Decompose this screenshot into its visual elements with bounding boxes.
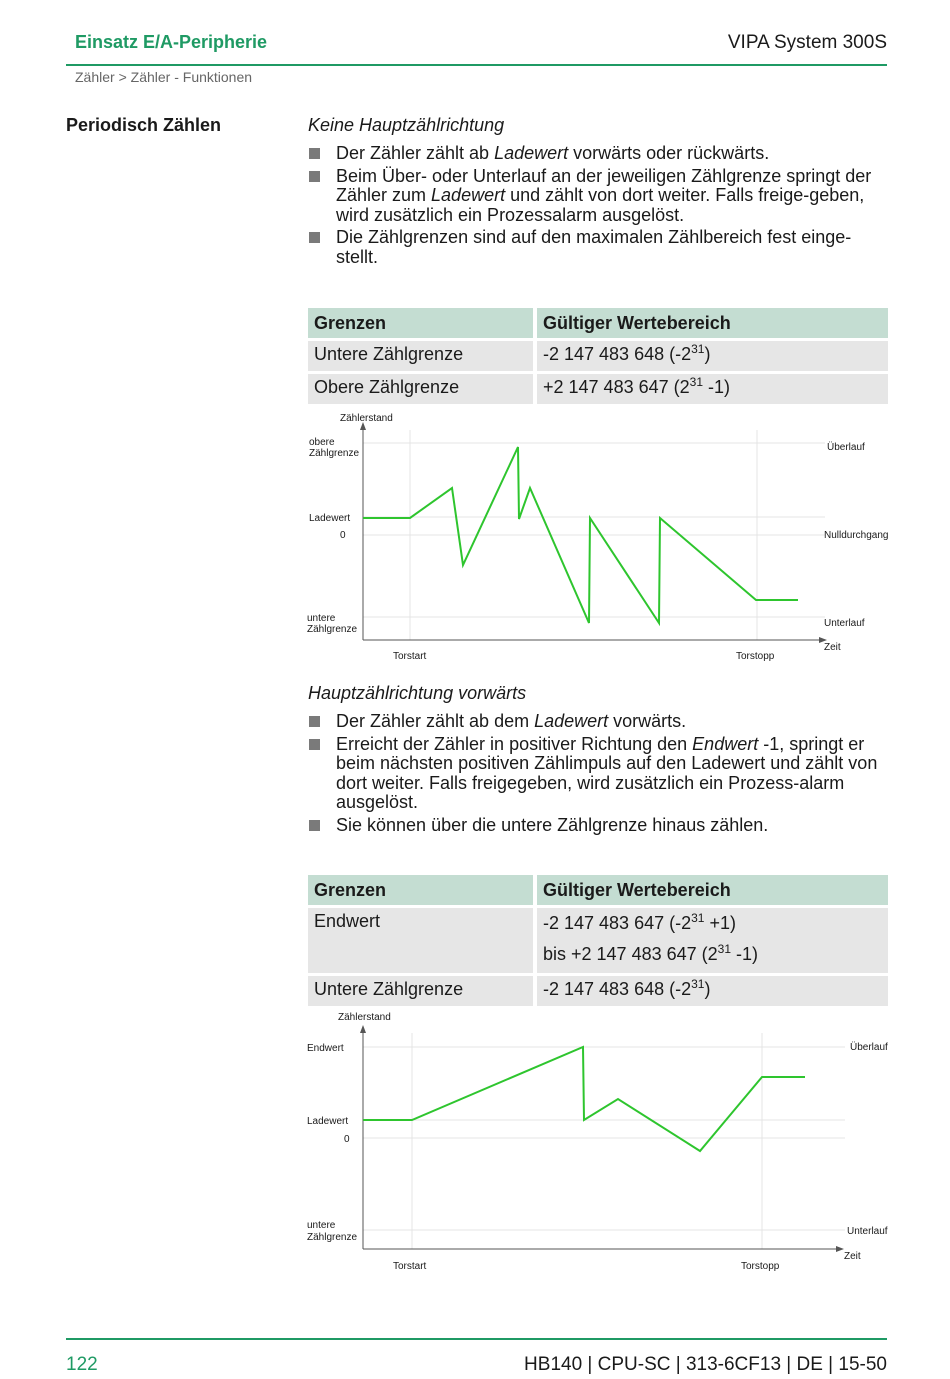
table-header-row — [308, 308, 888, 338]
bullet-square-icon — [309, 716, 320, 727]
section-no-main-direction — [308, 115, 888, 270]
counter-diagram-1 — [300, 405, 900, 670]
zero-label: 0 — [344, 1134, 350, 1145]
counter-diagram-2 — [300, 1005, 900, 1275]
table-row — [308, 374, 888, 404]
load-value-label: Ladewert — [309, 513, 351, 524]
upper-limit-label: obere — [309, 437, 335, 448]
bullet-item: Sie können über die untere Zählgrenze hinaus zählen. — [308, 816, 888, 836]
table-header-cell: Gültiger Wertebereich — [537, 308, 888, 338]
bullet-square-icon — [309, 820, 320, 831]
bullet-list — [308, 144, 888, 267]
x-axis-label: Zeit — [844, 1251, 861, 1262]
document-reference: HB140 | CPU-SC | 313-6CF13 | DE | 15-50 — [524, 1354, 887, 1375]
table-cell: -2 147 483 647 $(-2^{31} +1)$ bis +2 147 483 647 ($2^{31}$ -1) — [537, 908, 888, 973]
table-header-cell: Gültiger Wertebereich — [537, 875, 888, 905]
underflow-label: Unterlauf — [824, 618, 865, 629]
header-section-title: Einsatz E/A-Peripherie — [75, 32, 268, 52]
limits-table-2-wrapper — [308, 872, 888, 1009]
gate-start-label: Torstart — [393, 1261, 427, 1272]
grid — [363, 430, 825, 640]
table-cell: +2 147 483 647 ($2^{31}$ -1) — [537, 374, 888, 404]
table-cell: Untere Zählgrenze — [308, 341, 537, 371]
bullet-list — [308, 712, 888, 835]
overflow-label: Überlauf — [850, 1042, 888, 1053]
table-header-cell: Grenzen — [308, 875, 537, 905]
table-cell: Obere Zählgrenze — [308, 374, 537, 404]
grid — [363, 1033, 845, 1249]
load-value-label: Ladewert — [307, 1116, 349, 1127]
lower-limit-label: Zählgrenze — [307, 1232, 358, 1243]
subsection-title: Keine Hauptzählrichtung — [308, 115, 505, 135]
table-cell: Untere Zählgrenze — [308, 976, 537, 1006]
bullet-square-icon — [309, 739, 320, 750]
lower-limit-label: Zählgrenze — [307, 624, 358, 635]
table-row — [308, 976, 888, 1006]
limits-table-1-wrapper — [308, 305, 888, 407]
bullet-item: Beim Über- oder Unterlauf an der jeweiligen Zählgrenze springt der Zähler zum Ladewert und zählt von dort weiter. Falls freige-geben, wird zusätzlich ein Prozessalarm ausgelöst. — [308, 167, 888, 226]
gate-stop-label: Torstopp — [736, 651, 775, 662]
section-main-direction-forward — [308, 683, 888, 838]
footer-divider — [66, 1338, 887, 1340]
bullet-item: Der Zähler zählt ab Ladewert vorwärts oder rückwärts. — [308, 144, 888, 164]
page-number: 122 — [66, 1354, 98, 1375]
breadcrumb: Zähler > Zähler - Funktionen — [75, 69, 253, 85]
side-section-title: Periodisch Zählen — [66, 115, 222, 135]
limits-table — [308, 872, 888, 1009]
y-axis-arrow-icon — [360, 1025, 366, 1033]
upper-limit-label: Zählgrenze — [309, 448, 360, 459]
y-axis-label: Zählerstand — [338, 1012, 391, 1023]
table-row — [308, 341, 888, 371]
end-value-label: Endwert — [307, 1043, 344, 1054]
gate-start-label: Torstart — [393, 651, 427, 662]
bullet-square-icon — [309, 171, 320, 182]
table-cell: -2 147 483 648 $(-2^{31})$ — [537, 341, 888, 371]
zero-crossing-label: Nulldurchgang — [824, 530, 889, 541]
bullet-square-icon — [309, 232, 320, 243]
x-axis-label: Zeit — [824, 642, 841, 653]
bullet-square-icon — [309, 148, 320, 159]
counter-trace — [363, 1047, 805, 1151]
table-header-cell: Grenzen — [308, 308, 537, 338]
underflow-label: Unterlauf — [847, 1226, 888, 1237]
y-axis-label: Zählerstand — [340, 413, 393, 424]
overflow-label: Überlauf — [827, 442, 865, 453]
table-cell: Endwert — [308, 908, 537, 973]
table-row — [308, 908, 888, 973]
table-header-row — [308, 875, 888, 905]
x-axis-arrow-icon — [836, 1246, 844, 1252]
table-cell: -2 147 483 648 $(-2^{31})$ — [537, 976, 888, 1006]
lower-limit-label: untere — [307, 613, 336, 624]
header-product-name: VIPA System 300S — [727, 32, 887, 53]
bullet-item: Erreicht der Zähler in positiver Richtung den Endwert -1, springt er beim nächsten positiven Zählimpuls auf den Ladewert und zählt von dort weiter. Falls freigegeben, wird zusätzlich ein Prozess-alarm ausgelöst. — [308, 735, 888, 813]
lower-limit-label: untere — [307, 1220, 336, 1231]
header-divider — [66, 64, 887, 66]
zero-label: 0 — [340, 530, 346, 541]
gate-stop-label: Torstopp — [741, 1261, 780, 1272]
bullet-item: Der Zähler zählt ab dem Ladewert vorwärts. — [308, 712, 888, 732]
subsection-title: Hauptzählrichtung vorwärts — [308, 683, 527, 703]
limits-table — [308, 305, 888, 407]
bullet-item: Die Zählgrenzen sind auf den maximalen Zählbereich fest einge-stellt. — [308, 228, 888, 267]
